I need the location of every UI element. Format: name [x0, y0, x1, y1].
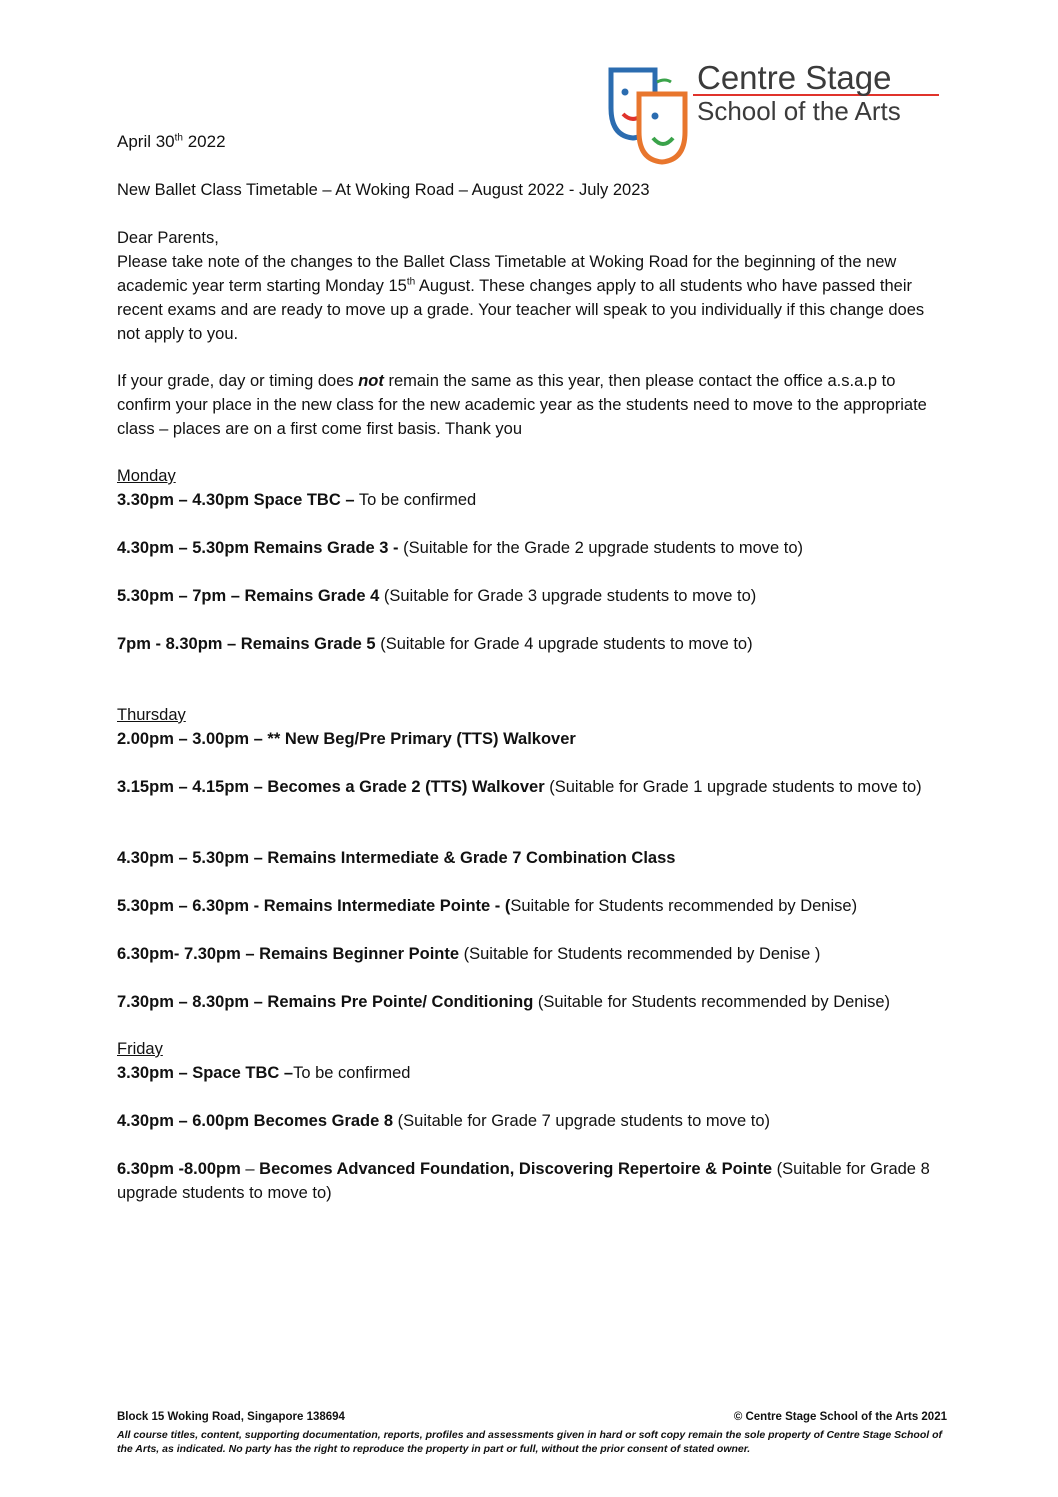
schedule-line: 4.30pm – 5.30pm Remains Grade 3 - (Suitable for the Grade 2 upgrade students to move to): [117, 539, 804, 557]
logo-subtitle: School of the Arts: [697, 96, 901, 126]
greeting: Dear Parents,: [117, 229, 219, 247]
school-logo: [605, 58, 945, 166]
schedule-line: 4.30pm – 6.00pm Becomes Grade 8 (Suitable for Grade 7 upgrade students to move to): [117, 1112, 771, 1130]
theatre-masks-icon: [605, 58, 697, 166]
logo-title: Centre Stage: [697, 59, 892, 96]
day-heading-thursday: Thursday: [117, 706, 186, 724]
page-footer: [117, 1410, 947, 1456]
intro-paragraph: Please take note of the changes to the Ballet Class Timetable at Woking Road for the beginning of the new academic year term starting Monday 15th August. These changes apply to all students who have passed their recent exams and are ready to move up a grade. Your teacher will speak to you individually if this change does not apply to you.: [117, 253, 925, 343]
schedule-line: 7.30pm – 8.30pm – Remains Pre Pointe/ Conditioning (Suitable for Students recommended by Denise): [117, 993, 891, 1011]
schedule-line: 5.30pm – 6.30pm - Remains Intermediate Pointe - (Suitable for Students recommended by Denise): [117, 897, 858, 915]
day-heading-friday: Friday: [117, 1040, 163, 1058]
letter-date: April 30th 2022: [117, 132, 226, 151]
schedule-line: 4.30pm – 5.30pm – Remains Intermediate & Grade 7 Combination Class: [117, 849, 676, 867]
letter-heading: New Ballet Class Timetable – At Woking Road – August 2022 - July 2023: [117, 181, 650, 199]
schedule-line: 6.30pm -8.00pm – Becomes Advanced Foundation, Discovering Repertoire & Pointe (Suitable for Grade 8 upgrade students to move to): [117, 1160, 930, 1202]
schedule-line: 2.00pm – 3.00pm – ** New Beg/Pre Primary (TTS) Walkover: [117, 730, 576, 748]
schedule-line: 6.30pm- 7.30pm – Remains Beginner Pointe (Suitable for Students recommended by Denise ): [117, 945, 821, 963]
day-heading-monday: Monday: [117, 467, 176, 485]
schedule-line: 3.30pm – Space TBC –To be confirmed: [117, 1064, 411, 1082]
contact-paragraph: If your grade, day or timing does not remain the same as this year, then please contact the office a.s.a.p to confirm your place in the new class for the new academic year as the students need to move to the appropriate class – places are on a first come first basis. Thank you: [117, 372, 927, 438]
schedule-line: 5.30pm – 7pm – Remains Grade 4 (Suitable for Grade 3 upgrade students to move to): [117, 587, 757, 605]
schedule-line: 3.30pm – 4.30pm Space TBC – To be confirmed: [117, 491, 477, 509]
footer-copyright: © Centre Stage School of the Arts 2021: [733, 1411, 947, 1423]
schedule-line: 7pm - 8.30pm – Remains Grade 5 (Suitable for Grade 4 upgrade students to move to): [117, 635, 753, 653]
footer-legal-notice: All course titles, content, supporting documentation, reports, profiles and assessments given in hard or soft copy remain the sole property of Centre Stage School of the Arts, as indicated. No party has the right to reproduce the property in part or full, without the prior consent of stated owner.: [117, 1429, 942, 1455]
schedule-line: 3.15pm – 4.15pm – Becomes a Grade 2 (TTS) Walkover (Suitable for Grade 1 upgrade students to move to): [117, 778, 922, 796]
footer-address: Block 15 Woking Road, Singapore 138694: [117, 1411, 345, 1423]
